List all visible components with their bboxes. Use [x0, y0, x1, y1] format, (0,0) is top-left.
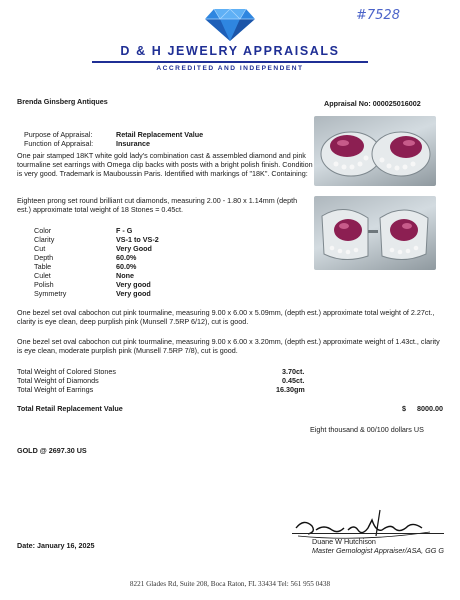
earrings-front-photo: [314, 116, 436, 186]
grade-label: Symmetry: [34, 289, 67, 298]
appraisal-number: Appraisal No: 000025016002: [324, 99, 421, 108]
grade-label: Color: [34, 226, 52, 235]
purpose-value: Retail Replacement Value: [116, 130, 204, 139]
grade-value: 60.0%: [116, 262, 137, 271]
company-tagline: ACCREDITED AND INDEPENDENT: [156, 65, 304, 72]
company-name: D & H JEWELRY APPRAISALS: [120, 44, 340, 58]
total-earrings-value: 16.30gm: [276, 385, 305, 394]
total-colored-label: Total Weight of Colored Stones: [17, 367, 116, 376]
purpose-label: Purpose of Appraisal:: [24, 130, 93, 139]
appraisal-date: Date: January 16, 2025: [17, 541, 95, 550]
footer-address: 8221 Glades Rd, Suite 208, Boca Raton, FL 33434 Tel: 561 955 0438: [129, 580, 331, 588]
gold-price: GOLD @ 2697.30 US: [17, 446, 87, 455]
handwritten-number: #7528: [356, 8, 400, 23]
earrings-side-photo: [314, 196, 436, 270]
grade-label: Table: [34, 262, 52, 271]
grade-value: Very good: [116, 280, 151, 289]
brand-divider: [92, 61, 368, 63]
tourmaline-1-description: One bezel set oval cabochon cut pink tourmaline, measuring 9.00 x 6.00 x 5.09mm, (depth est.) approximate total weight of 2.27ct., clarity is eye clean, deep purplish pink (Munsell 7.5RP 6/12), cut is good.: [17, 308, 435, 326]
total-value-amount: 8000.00: [417, 404, 443, 413]
tourmaline-2-description: One bezel set oval cabochon cut pink tourmaline, measuring 9.00 x 6.00 x 3.20mm, (depth est.) approximate weight of 1.43ct., clarity is eye clean, moderate purplish pink (Munsell 7.5RP 7/8), cut is good.: [17, 337, 440, 355]
grade-label: Depth: [34, 253, 54, 262]
diamonds-description: Eighteen prong set round brilliant cut diamonds, measuring 2.00 - 1.80 x 1.14mm (depth est.) approximate total weight of 18 Stones = 0.45ct.: [17, 196, 298, 214]
grade-label: Polish: [34, 280, 54, 289]
grade-label: Culet: [34, 271, 51, 280]
grade-value: F - G: [116, 226, 133, 235]
amount-in-words: Eight thousand & 00/100 dollars US: [310, 425, 424, 434]
grade-value: VS-1 to VS-2: [116, 235, 159, 244]
grade-value: 60.0%: [116, 253, 137, 262]
appraiser-name: Duane W Hutchison: [312, 537, 376, 546]
function-label: Function of Appraisal:: [24, 139, 94, 148]
item-description: One pair stamped 18KT white gold lady's combination cast & assembled diamond and pink tourmaline set earrings with Omega clip backs with posts with a bright polish finish. Condition is very good. Trademark is Mauboussin Paris. Identified with markings of "18K". Containing:: [17, 151, 313, 178]
signature-line: [292, 533, 444, 534]
grade-value: Very Good: [116, 244, 152, 253]
total-diamonds-value: 0.45ct.: [282, 376, 305, 385]
total-value-label: Total Retail Replacement Value: [17, 404, 123, 413]
diamond-logo-icon: [204, 8, 256, 42]
grade-value: None: [116, 271, 134, 280]
grade-label: Cut: [34, 244, 46, 253]
grade-value: Very good: [116, 289, 151, 298]
total-diamonds-label: Total Weight of Diamonds: [17, 376, 99, 385]
grade-label: Clarity: [34, 235, 55, 244]
currency-symbol: $: [402, 404, 406, 413]
total-earrings-label: Total Weight of Earrings: [17, 385, 94, 394]
appraiser-title: Master Gemologist Appraiser/ASA, GG G: [312, 546, 444, 555]
client-name: Brenda Ginsberg Antiques: [17, 97, 108, 106]
function-value: Insurance: [116, 139, 150, 148]
total-colored-value: 3.70ct.: [282, 367, 305, 376]
